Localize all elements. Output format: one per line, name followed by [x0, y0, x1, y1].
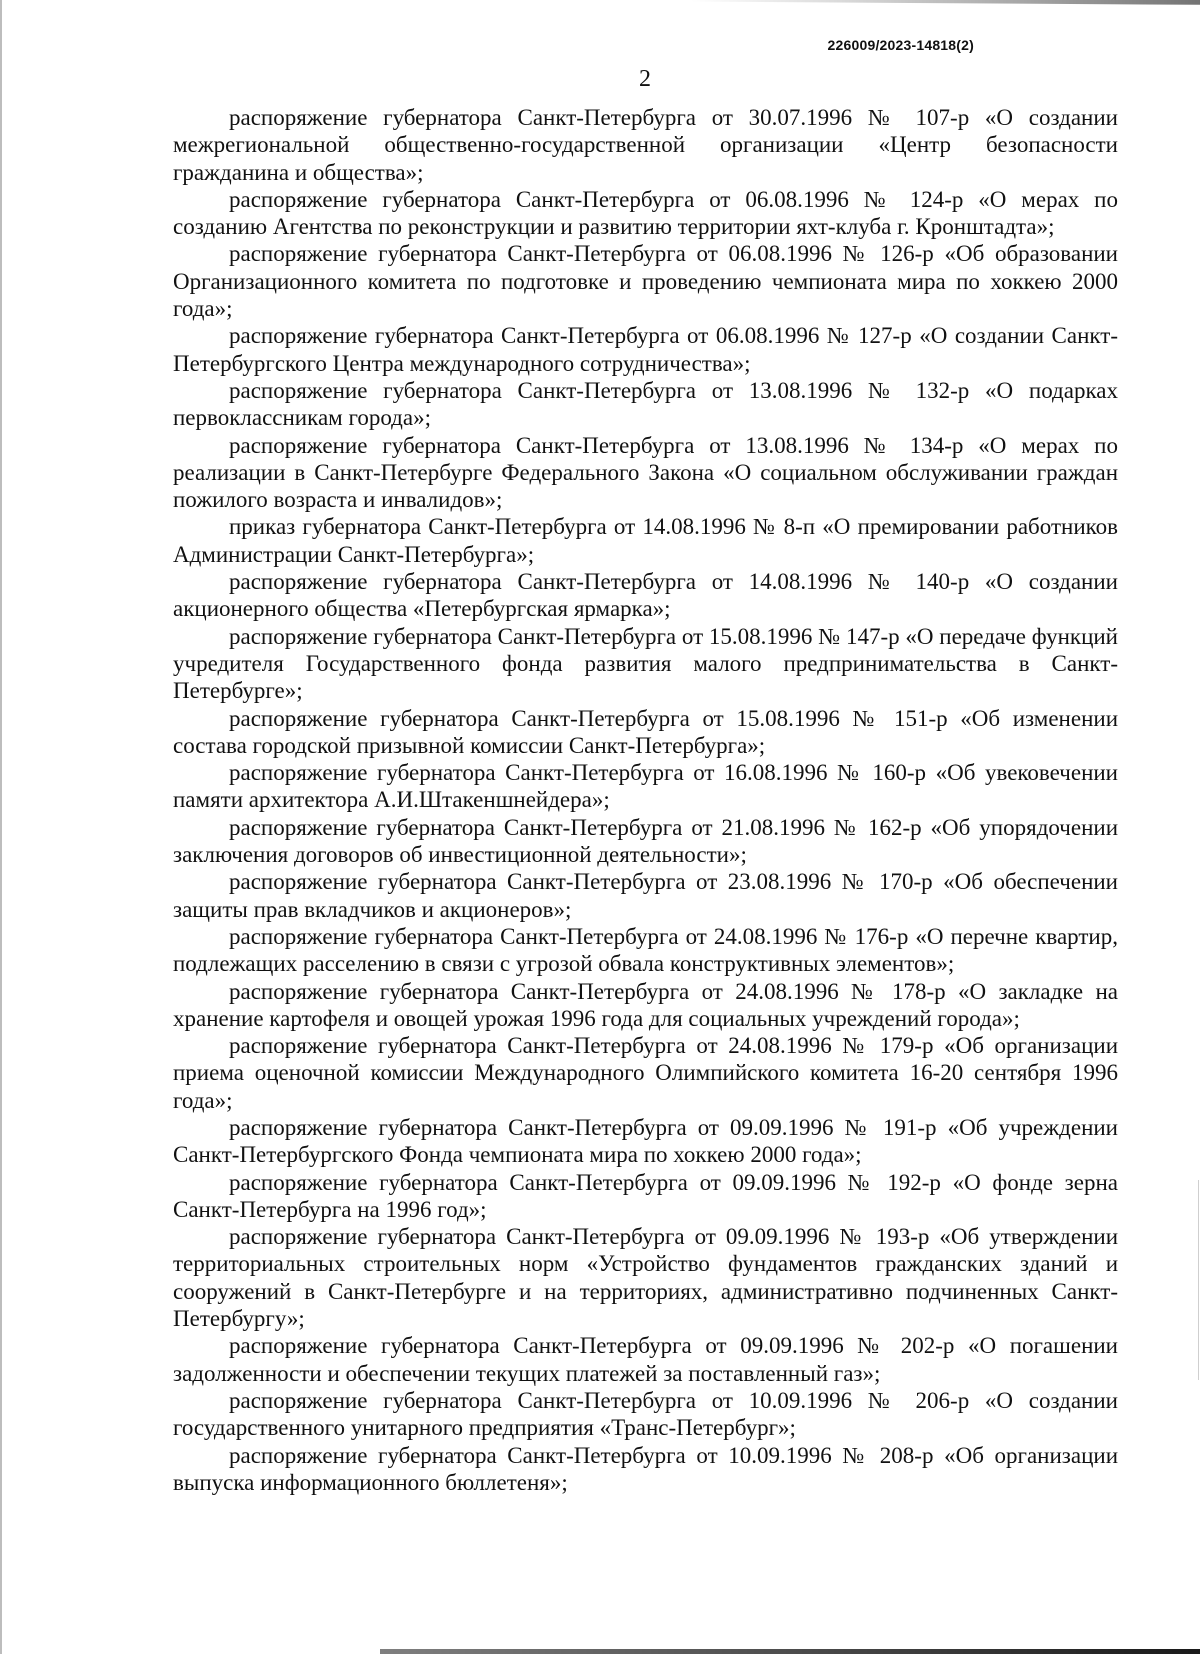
page-number: 2 [639, 66, 651, 92]
document-entry: распоряжение губернатора Санкт-Петербурга от 13.08.1996 № 132-р «О подарках первоклассникам города»; [173, 377, 1118, 431]
document-entry: распоряжение губернатора Санкт-Петербурга от 15.08.1996 № 147-р «О передаче функций учредителя Государственного фонда развития малого предпринимательства в Санкт-Петербурге»; [173, 623, 1118, 704]
scan-edge-top [690, 0, 1200, 8]
scan-edge-bottom [380, 1649, 1200, 1654]
document-entry: распоряжение губернатора Санкт-Петербурга от 15.08.1996 № 151-р «Об изменении состава городской призывной комиссии Санкт-Петербурга»; [173, 705, 1118, 758]
document-entry: распоряжение губернатора Санкт-Петербурга от 23.08.1996 № 170-р «Об обеспечении защиты прав вкладчиков и акционеров»; [173, 869, 1118, 922]
document-entry: распоряжение губернатора Санкт-Петербурга от 06.08.1996 № 127-р «О создании Санкт-Петербургского Центра международного сотрудничества»; [173, 323, 1118, 376]
document-entry: распоряжение губернатора Санкт-Петербурга от 06.08.1996 № 124-р «О мерах по созданию Агентства по реконструкции и развитию территории яхт-клуба г. Кронштадта»; [173, 186, 1118, 240]
document-entry: распоряжение губернатора Санкт-Петербурга от 24.08.1996 № 178-р «О закладке на хранение картофеля и овощей урожая 1996 года для социальных учреждений города»; [173, 978, 1118, 1031]
document-entry: распоряжение губернатора Санкт-Петербурга от 06.08.1996 № 126-р «Об образовании Организационного комитета по подготовке и проведению чемпионата мира по хоккею 2000 года»; [173, 241, 1118, 322]
document-body [173, 104, 1118, 1496]
document-entry: распоряжение губернатора Санкт-Петербурга от 09.09.1996 № 193-р «Об утверждении территориальных строительных норм «Устройство фундаментов гражданских зданий и сооружений в Санкт-Петербурге и на территориях, административно подчиненных Санкт-Петербургу»; [173, 1224, 1118, 1332]
document-entry: распоряжение губернатора Санкт-Петербурга от 24.08.1996 № 179-р «Об организации приема оценочной комиссии Международного Олимпийского комитета 16-20 сентября 1996 года»; [173, 1033, 1118, 1113]
registration-number: 226009/2023-14818(2) [827, 37, 974, 53]
document-entry: распоряжение губернатора Санкт-Петербурга от 09.09.1996 № 202-р «О погашении задолженности и обеспечении текущих платежей за поставленный газ»; [173, 1333, 1118, 1386]
document-entry: распоряжение губернатора Санкт-Петербурга от 24.08.1996 № 176-р «О перечне квартир, подлежащих расселению в связи с угрозой обвала конструктивных элементов»; [173, 923, 1118, 977]
document-entry: приказ губернатора Санкт-Петербурга от 14.08.1996 № 8-п «О премировании работников Администрации Санкт-Петербурга»; [173, 514, 1118, 567]
document-entry: распоряжение губернатора Санкт-Петербурга от 10.09.1996 № 208-р «Об организации выпуска информационного бюллетеня»; [173, 1442, 1118, 1495]
document-entry: распоряжение губернатора Санкт-Петербурга от 14.08.1996 № 140-р «О создании акционерного общества «Петербургская ярмарка»; [173, 569, 1118, 622]
scan-edge-left [0, 0, 2, 1654]
document-entry: распоряжение губернатора Санкт-Петербурга от 21.08.1996 № 162-р «Об упорядочении заключения договоров об инвестиционной деятельности»; [173, 814, 1118, 868]
document-entry: распоряжение губернатора Санкт-Петербурга от 30.07.1996 № 107-р «О создании межрегиональной общественно-государственной организации «Центр безопасности гражданина и общества»; [173, 105, 1118, 185]
document-entry: распоряжение губернатора Санкт-Петербурга от 10.09.1996 № 206-р «О создании государственного унитарного предприятия «Транс-Петербург»; [173, 1387, 1118, 1441]
document-entry: распоряжение губернатора Санкт-Петербурга от 09.09.1996 № 192-р «О фонде зерна Санкт-Петербурга на 1996 год»; [173, 1169, 1118, 1222]
document-entry: распоряжение губернатора Санкт-Петербурга от 09.09.1996 № 191-р «Об учреждении Санкт-Петербургского Фонда чемпионата мира по хоккею 2000 года»; [173, 1114, 1118, 1168]
document-entry: распоряжение губернатора Санкт-Петербурга от 13.08.1996 № 134-р «О мерах по реализации в Санкт-Петербурге Федерального Закона «О социальном обслуживании граждан пожилого возраста и инвалидов»; [173, 432, 1118, 513]
scan-edge-right [1198, 1180, 1199, 1380]
document-entry: распоряжение губернатора Санкт-Петербурга от 16.08.1996 № 160-р «Об увековечении памяти архитектора А.И.Штакеншнейдера»; [173, 760, 1118, 813]
